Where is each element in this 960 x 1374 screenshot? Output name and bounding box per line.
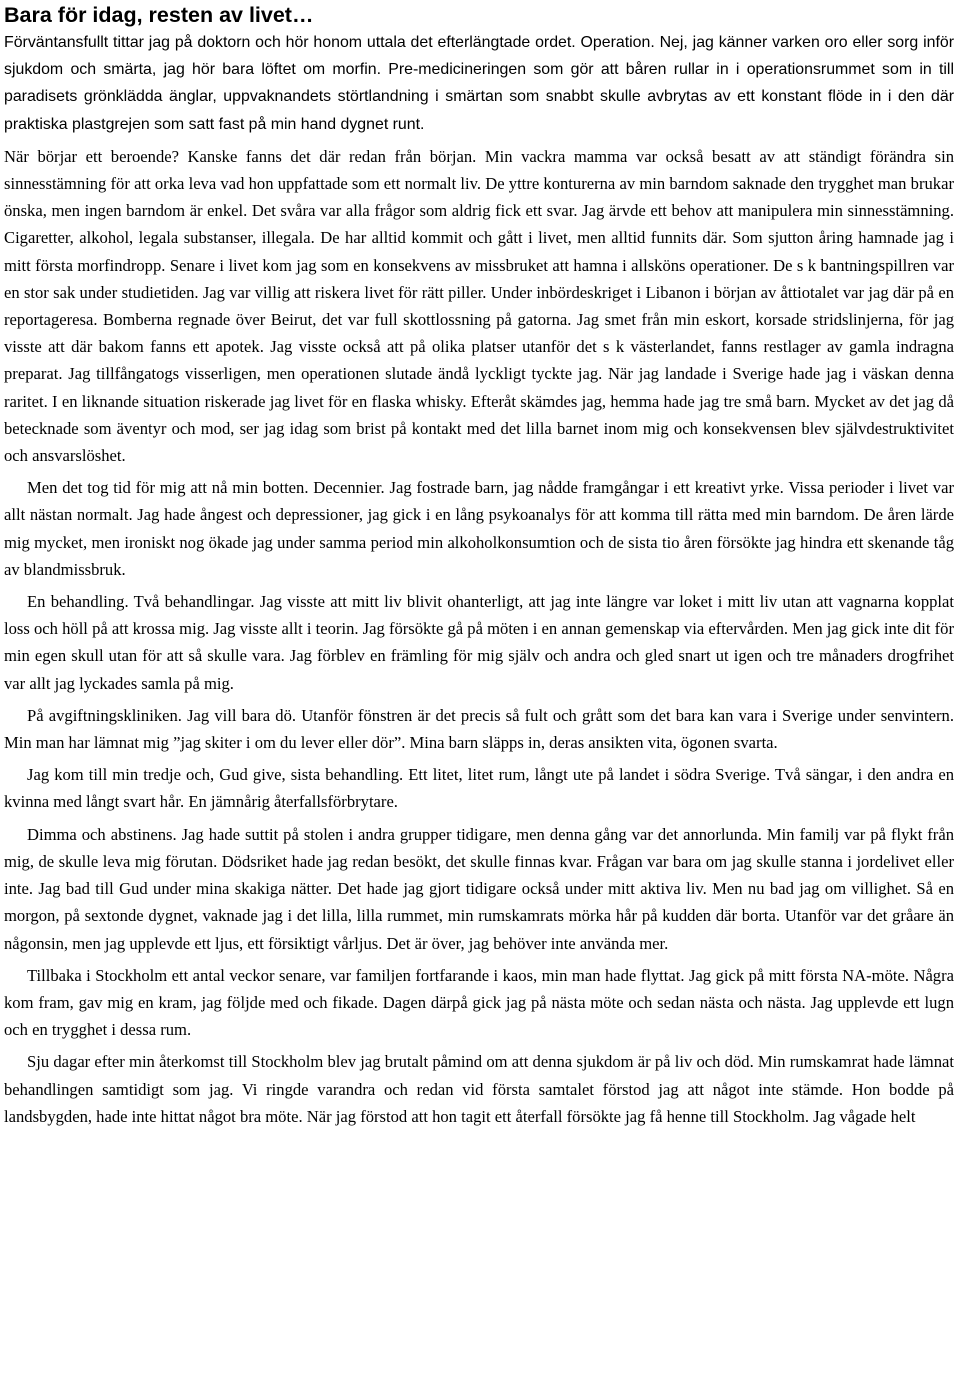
- document-body: [4, 29, 954, 1130]
- paragraph-4: På avgiftningskliniken. Jag vill bara dö. Utanför fönstren är det precis så fult och grått som det bara kan vara i Sverige under senvintern. Min man har lämnat mig ”jag skiter i om du lever eller dör”. Mina barn släpps in, deras ansikten vita, ögonen svarta.: [4, 705, 954, 753]
- paragraph-2: Men det tog tid för mig att nå min botten. Decennier. Jag fostrade barn, jag nådde framgångar i ett kreativt yrke. Vissa perioder i livet var allt nästan normalt. Jag hade ångest och depressioner, jag gick i en lång psykoanalys för att komma till rätta med min barndom. De åren lärde mig mycket, men ironiskt nog ökade jag under samma period min alkoholkonsumtion och de sista tio åren försökte jag hindra ett skenande tåg av blandmissbruk.: [4, 478, 954, 579]
- paragraph-1: När börjar ett beroende? Kanske fanns det där redan från början. Min vackra mamma var också besatt av att ständigt förändra sin sinnesstämning för att orka leva vad hon uppfattade som ett normalt liv. De yttre konturerna av min barndom saknade den trygghet man brukar önska, men ingen barndom är enkel. Det svåra var alla frågor som aldrig fick ett svar. Jag ärvde ett behov att manipulera min sinnesstämning. Cigaretter, alkohol, legala substanser, illegala. De har alltid kommit och gått i livet, men alltid funnits där. Som sjutton åring hamnade jag i mitt första morfindropp. Senare i livet kom jag som en konsekvens av missbruket att hamna i allsköns operationer. De s k bantningspillren var en stor sak under studietiden. Jag var villig att riskera livet för rätt piller. Under inbördeskriget i Libanon i början av åttiotalet var jag där på en reportageresa. Bomberna regnade över Beirut, det var full skottlossning på gatorna. Jag smet från min eskort, korsade stridslinjerna, för jag visste att där bakom fanns ett apotek. Jag visste också att på olika platser utanför det s k västerlandet, fanns restlager av gamla indragna preparat. Jag tillfångatogs visserligen, men operationen slutade ändå lyckligt tyckte jag. När jag landade i Sverige hade jag i väskan denna raritet. I en liknande situation riskerade jag livet för en flaska whisky. Efteråt skämdes jag, hemma hade jag tre små barn. Mycket av det jag då betecknade som äventyr och mod, ser jag idag som brist på kontakt med det lilla barnet inom mig och konsekvensen blev självdestruktivitet och ansvarslöshet.: [4, 146, 954, 466]
- paragraph-6: Dimma och abstinens. Jag hade suttit på stolen i andra grupper tidigare, men denna gång var det annorlunda. Min familj var på flykt från mig, de skulle leva mig förutan. Dödsriket hade jag redan besökt, det skulle finnas kvar. Frågan var bara om jag skulle stanna i jordelivet eller inte. Jag bad till Gud under mina skakiga nätter. Det hade jag gjort tidigare också under mitt aktiva liv. Men nu bad jag om villighet. Så en morgon, på sextonde dygnet, vaknade jag i det lilla, lilla rummet, min rumskamrats mörka hår på kudden där borta. Utanför var det gråare än någonsin, men jag upplevde ett ljus, ett försiktigt vårljus. Det är över, jag behöver inte använda mer.: [4, 824, 954, 953]
- paragraph-7: Tillbaka i Stockholm ett antal veckor senare, var familjen fortfarande i kaos, min man hade flyttat. Jag gick på mitt första NA-möte. Några kom fram, gav mig en kram, jag följde med och fikade. Dagen därpå gick jag på nästa möte och sedan nästa och nästa. Jag upplevde ett lugn och en trygghet i dessa rum.: [4, 965, 954, 1040]
- paragraph-8: Sju dagar efter min återkomst till Stockholm blev jag brutalt påmind om att denna sjukdom är på liv och död. Min rumskamrat hade lämnat behandlingen samtidigt som jag. Vi ringde varandra och redan vid första samtalet förstod jag att något inte stämde. Hon bodde på landsbygden, hade inte hittat något bra möte. När jag förstod att hon tagit ett återfall försökte jag få henne till Stockholm. Jag vågade helt: [4, 1052, 954, 1126]
- page-title: Bara för idag, resten av livet…: [4, 3, 314, 27]
- paragraph-3: En behandling. Två behandlingar. Jag visste att mitt liv blivit ohanterligt, att jag inte längre var loket i mitt liv utan att vagnarna kopplat loss och höll på att krossa mig. Jag visste allt i teorin. Jag försökte gå på möten i en annan gemenskap via eftervården. Men jag gick inte dit för min egen skull utan för att så skulle vara. Jag förblev en främling för mig själv och andra och gled snart ut igen och tre månaders drogfrihet var allt jag lyckades samla på mig.: [4, 592, 954, 693]
- paragraph-5: Jag kom till min tredje och, Gud give, sista behandling. Ett litet, litet rum, långt ute på landet i södra Sverige. Två sängar, i den andra en kvinna med långt svart hår. En jämnårig återfallsförbrytare.: [4, 765, 954, 812]
- intro-paragraph: Förväntansfullt tittar jag på doktorn och hör honom uttala det efterlängtade ordet. Operation. Nej, jag känner varken oro eller sorg inför sjukdom och smärta, jag hör bara löftet om morfin. Pre-medicineringen som gör att båren rullar in i operationsrummet som in till paradisets grönklädda änglar, uppvaknandets störtlandning i smärtan som snabbt skulle avbrytas av ett konstant flöde in i den där praktiska plastgrejen som satt fast på min hand dygnet runt.: [4, 34, 954, 133]
- document-page: [4, 0, 954, 1130]
